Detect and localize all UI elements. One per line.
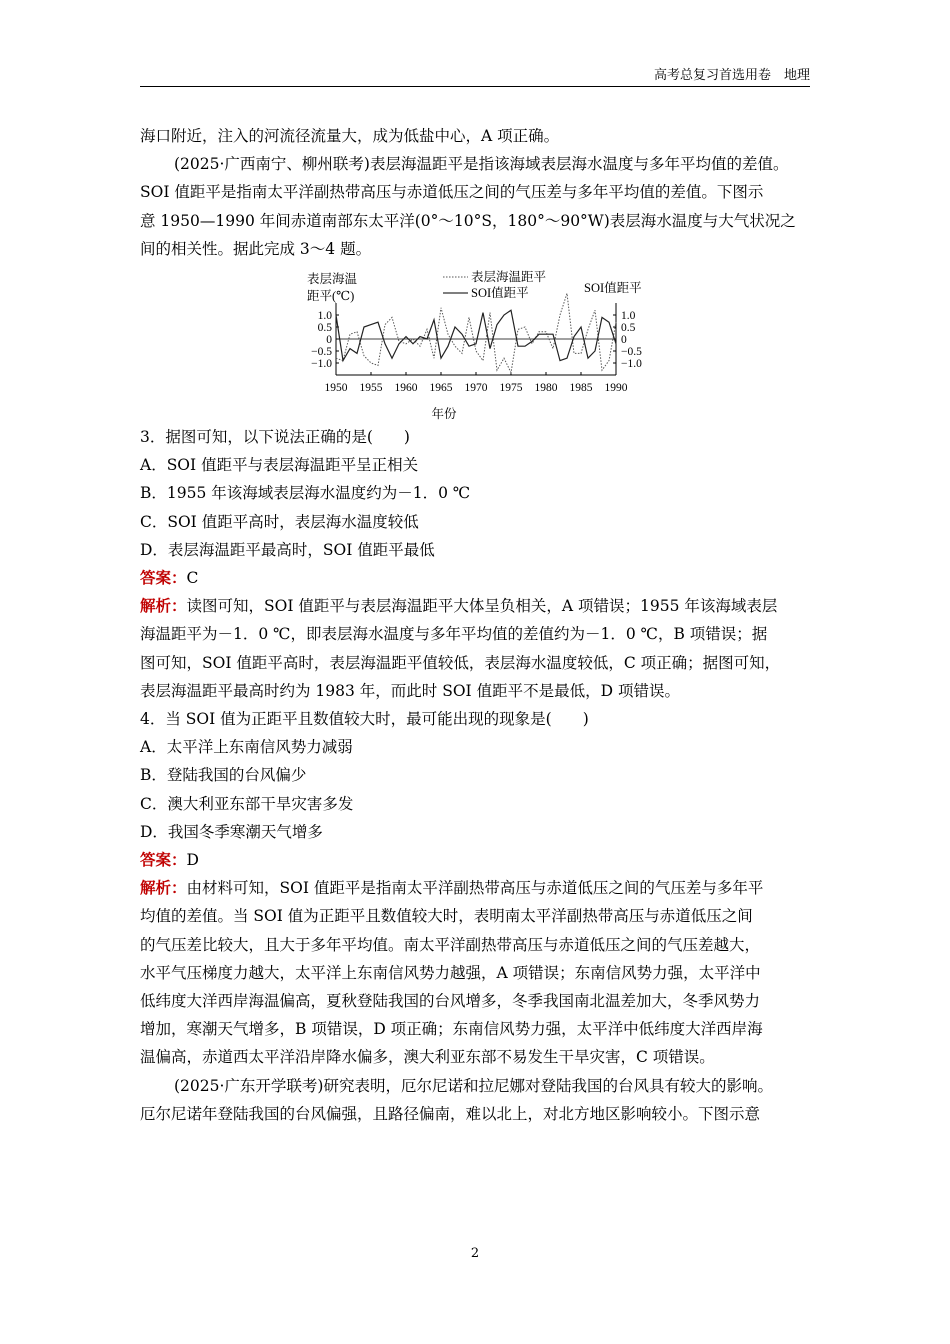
option-a: A．太平洋上东南信风势力减弱 — [140, 738, 353, 757]
option-c: C．澳大利亚东部干旱灾害多发 — [140, 794, 354, 813]
left-axis-label: 距平(℃) — [307, 289, 355, 304]
right-axis-label: SOI值距平 — [584, 281, 642, 296]
analysis-line: 表层海温距平最高时约为 1983 年，而此时 SOI 值距平不是最低，D 项错误。 — [140, 681, 680, 700]
paragraph: (2025·广西南宁、柳州联考)表层海温距平是指该海域表层海水温度与多年平均值的差值。 — [174, 155, 789, 174]
chart-svg — [140, 263, 812, 423]
analysis-line: 图可知，SOI 值距平高时，表层海温距平值较低，表层海水温度较低，C 项正确；据图可知， — [140, 653, 781, 672]
option-c: C．SOI 值距平高时，表层海水温度较低 — [140, 512, 419, 531]
answer-line — [140, 846, 812, 874]
answer-value: D — [186, 851, 199, 870]
analysis-line: 温偏高，赤道西太平洋沿岸降水偏多，澳大利亚东部不易发生干旱灾害，C 项错误。 — [140, 1048, 715, 1067]
answer-value: C — [186, 569, 199, 588]
paragraph: 海口附近，注入的河流径流量大，成为低盐中心，A 项正确。 — [140, 127, 560, 145]
option-d: D．我国冬季寒潮天气增多 — [140, 822, 323, 841]
analysis-line: 均值的差值。当 SOI 值为正距平且数值较大时，表明南太平洋副热带高压与赤道低压之间 — [140, 907, 753, 926]
left-tick-label: −0.5 — [311, 346, 332, 359]
header-title: 高考总复习首选用卷 地理 — [653, 68, 810, 83]
option-b: B．1955 年该海域表层海水温度约为－1．0 ℃ — [140, 484, 471, 503]
page-header — [140, 68, 810, 87]
analysis-label: 解析： — [140, 596, 187, 616]
right-tick-label: 1.0 — [621, 310, 636, 323]
figure-chart — [140, 263, 812, 423]
analysis-label: 解析： — [140, 878, 187, 898]
analysis-line — [140, 874, 812, 902]
answer-label: 答案： — [140, 850, 187, 870]
x-axis-label: 年份 — [431, 407, 457, 422]
paragraph: 意 1950—1990 年间赤道南部东太平洋(0°～10°S，180°～90°W)表层海水温度与大气状况之 — [140, 211, 796, 230]
paragraph: 厄尔尼诺年登陆我国的台风偏强，且路径偏南，难以北上，对北方地区影响较小。下图示意 — [140, 1104, 761, 1123]
option-a: A．SOI 值距平与表层海温距平呈正相关 — [140, 456, 419, 475]
left-tick-label: −1.0 — [311, 358, 332, 371]
right-tick-label: 0.5 — [621, 322, 636, 335]
question-stem: 3．据图可知，以下说法正确的是( ) — [140, 428, 410, 447]
chart-axes — [311, 303, 642, 394]
chart-series — [336, 293, 616, 372]
x-tick-label: 1980 — [534, 382, 558, 395]
option-d: D．表层海温距平最高时，SOI 值距平最低 — [140, 540, 435, 559]
legend-label-soi: SOI值距平 — [471, 286, 529, 301]
analysis-line: 低纬度大洋西岸海温偏高，夏秋登陆我国的台风增多，冬季我国南北温差加大，冬季风势力 — [140, 992, 761, 1011]
x-tick-label: 1955 — [359, 382, 383, 395]
left-tick-label: 0.5 — [317, 322, 332, 335]
analysis-line — [140, 592, 812, 620]
answer-line — [140, 564, 812, 592]
right-tick-label: −1.0 — [621, 358, 642, 371]
series-line-sst — [336, 293, 616, 372]
x-tick-label: 1990 — [604, 382, 628, 395]
x-tick-label: 1970 — [464, 382, 488, 395]
analysis-line: 的气压差比较大，且大于多年平均值。南太平洋副热带高压与赤道低压之间的气压差越大， — [140, 935, 761, 954]
analysis-line: 增加，寒潮天气增多，B 项错误，D 项正确；东南信风势力强，太平洋中低纬度大洋西岸海 — [140, 1020, 763, 1039]
right-tick-label: 0 — [621, 334, 627, 347]
document-body — [140, 122, 812, 1128]
analysis-line: 海温距平为－1．0 ℃，即表层海水温度与多年平均值的差值约为－1．0 ℃，B 项错误；据 — [140, 625, 768, 644]
x-tick-label: 1960 — [394, 382, 418, 395]
x-tick-label: 1975 — [499, 382, 523, 395]
x-tick-label: 1950 — [324, 382, 348, 395]
analysis-text: 由材料可知，SOI 值距平是指南太平洋副热带高压与赤道低压之间的气压差与多年平 — [186, 879, 764, 898]
paragraph: 间的相关性。据此完成 3～4 题。 — [140, 239, 372, 258]
answer-label: 答案： — [140, 568, 187, 588]
legend-label-sst: 表层海温距平 — [471, 270, 547, 285]
left-tick-label: 0 — [326, 334, 332, 347]
series-line-soi — [336, 310, 616, 360]
x-tick-label: 1985 — [569, 382, 593, 395]
left-axis-label: 表层海温 — [307, 272, 358, 287]
analysis-line: 水平气压梯度力越大，太平洋上东南信风势力越强，A 项错误；东南信风势力强，太平洋中 — [140, 963, 761, 982]
paragraph: (2025·广东开学联考)研究表明，厄尔尼诺和拉尼娜对登陆我国的台风具有较大的影响。 — [174, 1076, 773, 1095]
question-stem: 4．当 SOI 值为正距平且数值较大时，最可能出现的现象是( ) — [140, 710, 589, 729]
x-tick-label: 1965 — [429, 382, 453, 395]
right-tick-label: −0.5 — [621, 346, 642, 359]
page-number: 2 — [470, 1246, 480, 1261]
left-tick-label: 1.0 — [317, 310, 332, 323]
analysis-text: 读图可知，SOI 值距平与表层海温距平大体呈负相关，A 项错误；1955 年该海域表层 — [186, 597, 778, 616]
paragraph: SOI 值距平是指南太平洋副热带高压与赤道低压之间的气压差与多年平均值的差值。下图示 — [140, 183, 764, 202]
option-b: B．登陆我国的台风偏少 — [140, 766, 307, 785]
